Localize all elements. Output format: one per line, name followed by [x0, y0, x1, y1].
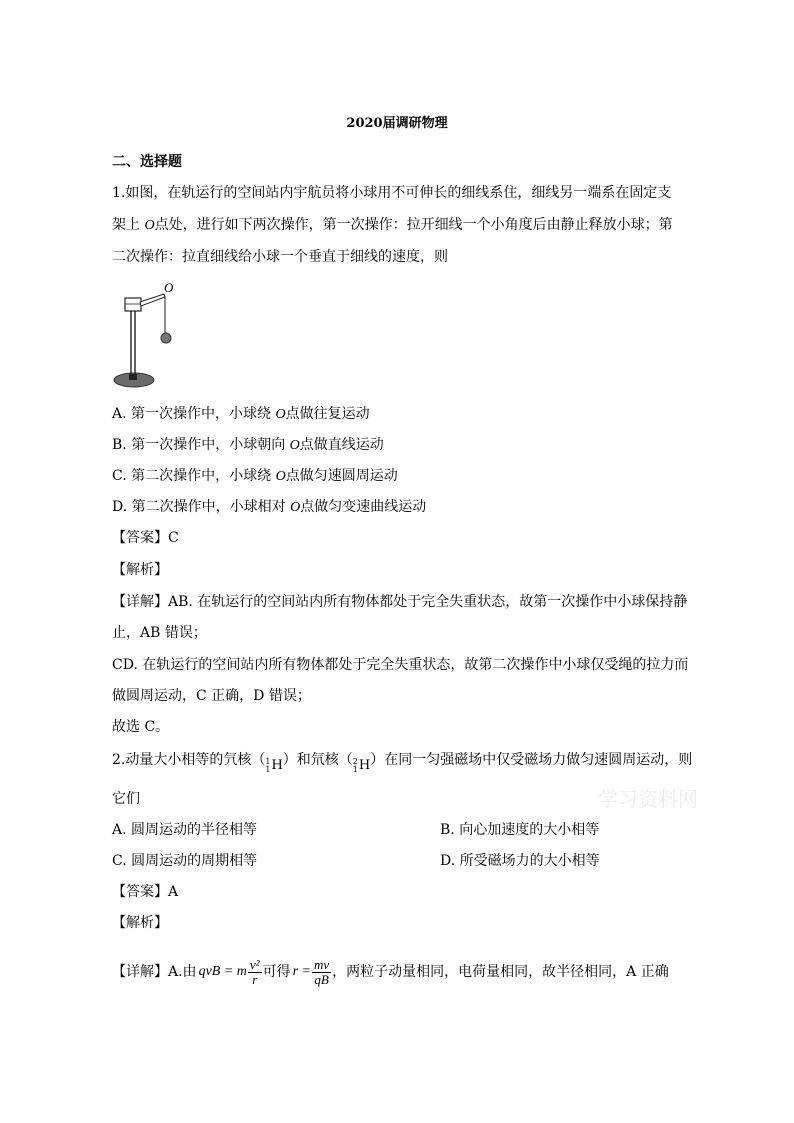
q1-detail-line-3: CD. 在轨运行的空间站内所有物体都处于完全失重状态，故第二次操作中小球仅受绳的拉力而 [112, 657, 689, 673]
q1-detail-line-4: 做圆周运动，C 正确，D 错误； [112, 688, 311, 704]
q1-option-a: A. 第一次操作中，小球绕 O点做往复运动 [112, 406, 370, 422]
q1-stem-line-2: 架上 O点处，进行如下两次操作，第一次操作：拉开细线一个小角度后由静止释放小球；第 [112, 217, 673, 233]
q2-stem-line-2: 它们 [112, 791, 140, 807]
protium-nuclide: 1 1 H [265, 757, 283, 774]
fraction-v2-over-r: $\frac{\text{v²}}{r}$ [249, 956, 260, 987]
q1-detail-line-1: 【详解】AB. 在轨运行的空间站内所有物体都处于完全失重状态，故第一次操作中小球保持静 [112, 594, 688, 610]
q1-option-b: B. 第一次操作中，小球朝向 O点做直线运动 [112, 437, 384, 453]
q1-answer: 【答案】C [112, 530, 179, 546]
q1-detail-line-2: 止，AB 错误； [112, 625, 207, 641]
q1-analysis-heading: 【解析】 [112, 562, 168, 578]
point-o-label: O [164, 280, 174, 295]
q2-option-d: D. 所受磁场力的大小相等 [440, 853, 600, 869]
q1-option-d: D. 第二次操作中，小球相对 O点做匀变速曲线运动 [112, 499, 427, 515]
equation-lorentz: qvB = m [198, 964, 247, 979]
pendulum-stand-figure [112, 280, 192, 392]
q2-option-b: B. 向心加速度的大小相等 [440, 822, 600, 838]
q1-detail-line-5: 故选 C。 [112, 719, 170, 735]
section-heading: 二、选择题 [112, 154, 182, 170]
q1-option-c: C. 第二次操作中，小球绕 O点做匀速圆周运动 [112, 468, 398, 484]
q2-detail-line-1: 【详解】A.由 qvB = m $\frac{\text{v²}}{r}$ 可得 r = $\frac{mv}{qB}$ ，两粒子动量相同，电荷量相同，故半径相同，A 正确 [112, 956, 669, 987]
q2-answer: 【答案】A [112, 884, 179, 900]
q1-stem-line-3: 二次操作：拉直细线给小球一个垂直于细线的速度，则 [112, 249, 448, 265]
q2-analysis-heading: 【解析】 [112, 915, 168, 931]
q2-option-a: A. 圆周运动的半径相等 [112, 822, 258, 838]
q2-stem-line-1: 2.动量大小相等的氕核（ 1 1 H ）和氘核（ 2 1 H ）在同一匀强磁场中仅受磁场力做匀速圆周运动，则 [112, 752, 693, 774]
page-title: 2020届调研物理 [346, 116, 448, 131]
equation-radius: r = [292, 964, 311, 979]
deuterium-nuclide: 2 1 H [352, 757, 371, 774]
q2-option-c: C. 圆周运动的周期相等 [112, 853, 258, 869]
q1-stem-line-1: 1.如图，在轨运行的空间站内宇航员将小球用不可伸长的细线系住，细线另一端系在固定支 [112, 185, 672, 201]
watermark: 学习资料网 [598, 787, 698, 811]
fraction-mv-over-qb: $\frac{mv}{qB}$ [313, 956, 330, 987]
